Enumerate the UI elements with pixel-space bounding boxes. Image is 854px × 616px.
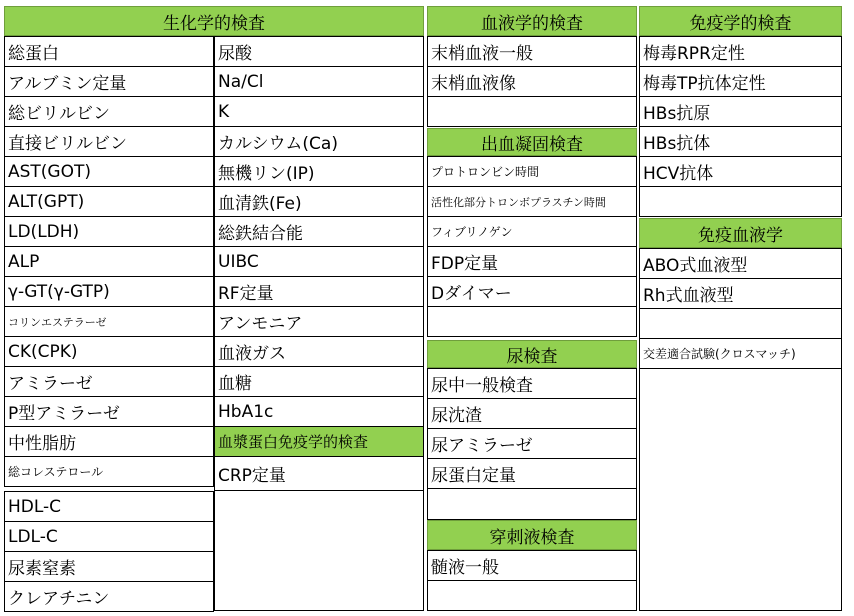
item-urine-2: 尿アミラーゼ — [427, 428, 637, 459]
item-col1-6: LD(LDH) — [4, 216, 214, 247]
item-immuno-blood-1: Rh式血液型 — [639, 278, 842, 309]
item-col2-4: 無機リン(IP) — [214, 156, 424, 187]
item-col2-12: HbA1c — [214, 396, 424, 427]
item-coag-4: Dダイマー — [427, 276, 637, 307]
item-col2-8: RF定量 — [214, 276, 424, 307]
item-immuno-4: HCV抗体 — [639, 156, 842, 187]
item-immuno-1: 梅毒TP抗体定性 — [639, 66, 842, 97]
item-col2-2: K — [214, 96, 424, 127]
item-col2-7: UIBC — [214, 246, 424, 277]
item-col1-3: 直接ビリルビン — [4, 126, 214, 157]
item-col1-1: アルブミン定量 — [4, 66, 214, 97]
item-blood-1: 末梢血液像 — [427, 66, 637, 97]
item-col2-13: 血漿蛋白免疫学的検査 — [214, 426, 424, 457]
item-col1-8: γ-GT(γ-GTP) — [4, 276, 214, 307]
header-blood: 血液学的検査 — [427, 6, 637, 36]
item-urine-0: 尿中一般検査 — [427, 368, 637, 399]
item-col1-2: 総ビリルビン — [4, 96, 214, 127]
item-urine-1: 尿沈渣 — [427, 398, 637, 429]
item-immuno-blood-empty — [639, 308, 842, 339]
header-immuno-blood: 免疫血液学 — [639, 218, 842, 248]
header-puncture: 穿刺液検査 — [427, 520, 637, 550]
header-urine: 尿検査 — [427, 340, 637, 368]
item-coag-3: FDP定量 — [427, 246, 637, 277]
item-col2-6: 総鉄結合能 — [214, 216, 424, 247]
col3-empty-area — [427, 581, 637, 611]
item-col2-10: 血液ガス — [214, 336, 424, 367]
item-immuno-empty — [639, 186, 842, 217]
item-col2-9: アンモニア — [214, 306, 424, 337]
item-blood-empty — [427, 96, 637, 127]
item-urine-empty — [427, 488, 637, 520]
item-col2-5: 血清鉄(Fe) — [214, 186, 424, 217]
item-coag-0: プロトロンビン時間 — [427, 156, 637, 187]
item-immuno-3: HBs抗体 — [639, 126, 842, 157]
item-col1-7: ALP — [4, 246, 214, 277]
item-col1-9: コリンエステラーゼ — [4, 306, 214, 337]
item-col1-10: CK(CPK) — [4, 336, 214, 367]
item-col1-18: クレアチニン — [4, 581, 214, 612]
item-immuno-2: HBs抗原 — [639, 96, 842, 127]
item-col1-0: 総蛋白 — [4, 36, 214, 67]
item-col1-4: AST(GOT) — [4, 156, 214, 187]
item-col2-3: カルシウム(Ca) — [214, 126, 424, 157]
header-immuno: 免疫学的検査 — [639, 6, 842, 36]
item-col1-13: 中性脂肪 — [4, 426, 214, 457]
item-col1-11: アミラーゼ — [4, 366, 214, 397]
item-col1-14: 総コレステロール — [4, 456, 214, 487]
item-immuno-blood-2: 交差適合試験(クロスマッチ) — [639, 338, 842, 369]
header-biochem: 生化学的検査 — [4, 6, 424, 36]
item-urine-3: 尿蛋白定量 — [427, 458, 637, 489]
col2-empty-area — [214, 491, 424, 611]
item-coag-1: 活性化部分トロンボプラスチン時間 — [427, 186, 637, 217]
item-puncture-0: 髄液一般 — [427, 550, 637, 581]
item-col2-14: CRP定量 — [214, 456, 424, 491]
item-coag-2: フィブリノゲン — [427, 216, 637, 247]
item-col1-15: HDL-C — [4, 491, 214, 522]
item-col1-16: LDL-C — [4, 521, 214, 552]
item-col2-11: 血糖 — [214, 366, 424, 397]
item-col1-17: 尿素窒素 — [4, 551, 214, 582]
col4-empty-area — [639, 369, 842, 611]
item-col2-1: Na/Cl — [214, 66, 424, 97]
item-blood-0: 末梢血液一般 — [427, 36, 637, 67]
item-immuno-0: 梅毒RPR定性 — [639, 36, 842, 67]
item-coag-empty — [427, 306, 637, 337]
item-col1-5: ALT(GPT) — [4, 186, 214, 217]
item-col1-12: P型アミラーゼ — [4, 396, 214, 427]
item-col2-0: 尿酸 — [214, 36, 424, 67]
item-immuno-blood-0: ABO式血液型 — [639, 248, 842, 279]
header-coag: 出血凝固検査 — [427, 128, 637, 156]
